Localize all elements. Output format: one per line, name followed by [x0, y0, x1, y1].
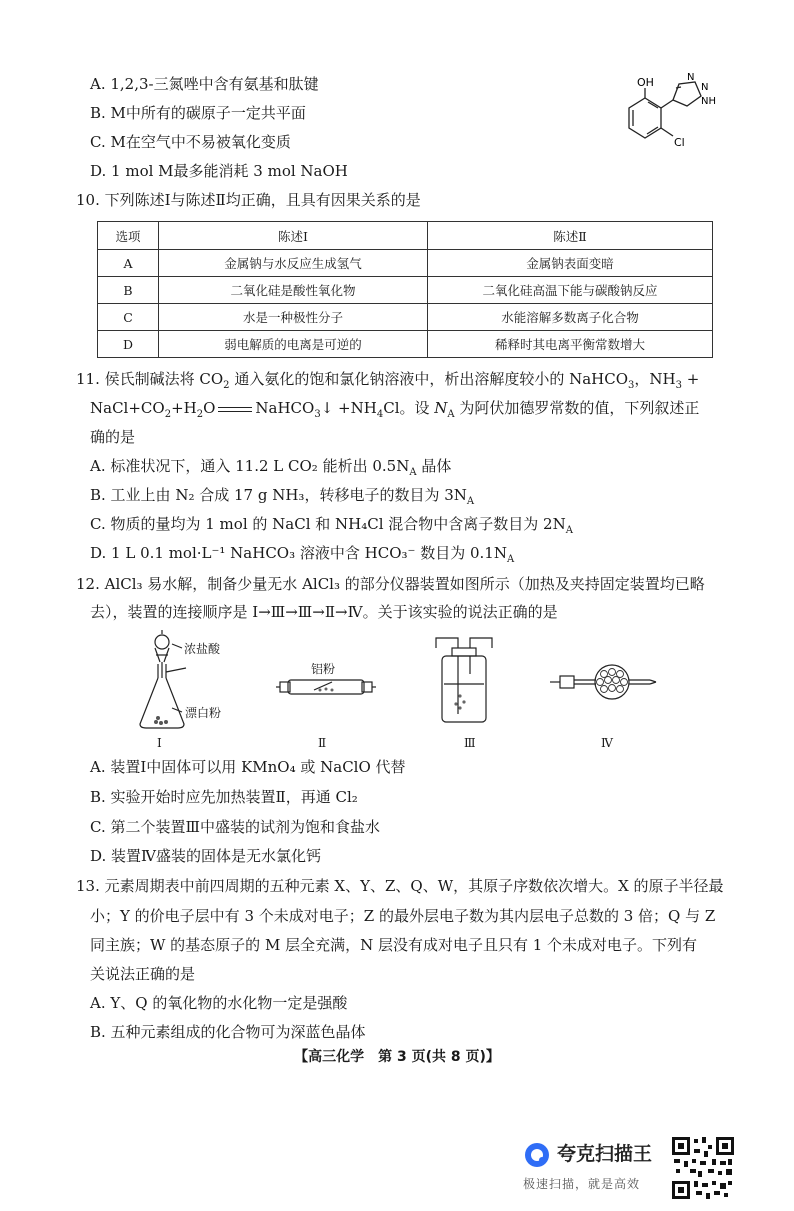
brand-name: 夸克扫描王	[557, 1143, 653, 1165]
q12-stem-line1: 12. AlCl₃ 易水解，制备少量无水 AlCl₃ 的部分仪器装置如图所示（加热及夹持固定装置均已略	[76, 575, 705, 593]
table-header: 陈述Ⅱ	[428, 222, 713, 250]
q10-table	[97, 221, 713, 358]
brand-slogan: 极速扫描，就是高效	[523, 1177, 641, 1191]
q11-option-c: C. 物质的量均为 1 mol 的 NaCl 和 NH₄Cl 混合物中含离子数目为 $2N_A$	[90, 515, 573, 536]
table-header: 选项	[98, 222, 159, 250]
q11-stem-line3: 确的是	[90, 428, 136, 446]
q13-stem-line2: 小；Y 的价电子层中有 3 个未成对电子；Z 的最外层电子数为其内层电子总数的 3 倍；Q 与 Z	[90, 907, 716, 925]
q13-stem-line1: 13. 元素周期表中前四周期的五种元素 X、Y、Z、Q、W，其原子序数依次增大。X 的原子半径最	[76, 877, 724, 895]
q13-option-b: B. 五种元素组成的化合物可为深蓝色晶体	[90, 1023, 366, 1041]
label-concentrated-hcl: 浓盐酸	[184, 642, 221, 656]
table-row	[98, 304, 713, 331]
q10-stem: 10. 下列陈述Ⅰ与陈述Ⅱ均正确，且具有因果关系的是	[76, 191, 421, 209]
table-cell: 二氧化硅是酸性氧化物	[159, 277, 428, 304]
caption-apparatus-1: Ⅰ	[157, 736, 162, 750]
molecule-m-structure	[615, 70, 735, 155]
q11-option-b: B. 工业上由 N₂ 合成 17 g NH₃，转移电子的数目为 $3N_A$	[90, 486, 475, 507]
table-cell: 稀释时其电离平衡常数增大	[428, 331, 713, 358]
page-footer: 【高三化学 第 3 页(共 8 页)】	[294, 1049, 500, 1065]
q12-option-d: D. 装置Ⅳ盛装的固体是无水氯化钙	[90, 847, 322, 865]
q12-option-c: C. 第二个装置Ⅲ中盛装的试剂为饱和食盐水	[90, 818, 380, 836]
table-cell: 水是一种极性分子	[159, 304, 428, 331]
apparatus-3-gas-washing-bottle	[430, 634, 500, 726]
q11-option-a: A. 标准状况下，通入 11.2 L CO₂ 能析出 $0.5N_A$ 晶体	[90, 457, 452, 478]
q13-option-a: A. Y、Q 的氧化物的水化物一定是强酸	[90, 994, 348, 1012]
table-cell: 金属钠与水反应生成氢气	[159, 250, 428, 277]
q9-option-a: A. 1,2,3-三氮唑中含有氨基和肽键	[90, 75, 319, 93]
table-row	[98, 250, 713, 277]
caption-apparatus-2: Ⅱ	[318, 736, 327, 750]
caption-apparatus-4: Ⅳ	[601, 736, 613, 750]
label-n2: N	[701, 82, 709, 93]
q12-option-b: B. 实验开始时应先加热装置Ⅱ，再通 Cl₂	[90, 788, 358, 806]
label-aluminium-powder: 铝粉	[311, 662, 336, 676]
table-cell: 水能溶解多数离子化合物	[428, 304, 713, 331]
q12-stem-line2: 去），装置的连接顺序是 Ⅰ→Ⅲ→Ⅲ→Ⅱ→Ⅳ。关于该实验的说法正确的是	[90, 603, 558, 621]
label-oh: OH	[637, 76, 654, 89]
q9-option-c: C. M在空气中不易被氧化变质	[90, 133, 291, 151]
table-cell: C	[98, 304, 159, 331]
qr-code-icon	[670, 1135, 736, 1201]
q11-option-d: D. 1 L 0.1 mol·L⁻¹ NaHCO₃ 溶液中含 HCO₃⁻ 数目为 $0.1N_A$	[90, 544, 515, 565]
caption-apparatus-3: Ⅲ	[464, 736, 476, 750]
table-cell: 弱电解质的电离是可逆的	[159, 331, 428, 358]
label-nh: NH	[701, 96, 716, 107]
table-cell: 二氧化硅高温下能与碳酸钠反应	[428, 277, 713, 304]
q11-stem-line2: $NaCl+CO_2+H_2O$ NaHCO$_3$↓ $+NH_4Cl$。设 $N_A$ 为阿伏加德罗常数的值，下列叙述正	[90, 399, 700, 420]
q13-stem-line4: 关说法正确的是	[90, 965, 196, 983]
table-row	[98, 331, 713, 358]
table-header: 陈述Ⅰ	[159, 222, 428, 250]
label-cl: Cl	[674, 136, 685, 149]
label-n1: N	[687, 72, 695, 83]
q9-option-b: B. M中所有的碳原子一定共平面	[90, 104, 306, 122]
table-cell: A	[98, 250, 159, 277]
table-cell: 金属钠表面变暗	[428, 250, 713, 277]
label-bleaching-powder: 漂白粉	[185, 706, 222, 720]
table-header-row	[98, 222, 713, 250]
q11-stem-line1: 11. 侯氏制碱法将 $CO_2$ 通入氨化的饱和氯化钠溶液中，析出溶解度较小的 NaHCO$_3$，$NH_3$ +	[76, 370, 700, 391]
quark-logo-icon	[523, 1141, 551, 1169]
q9-option-d: D. 1 mol M最多能消耗 3 mol NaOH	[90, 162, 348, 180]
q13-stem-line3: 同主族；W 的基态原子的 M 层全充满，N 层没有成对电子且只有 1 个未成对电子。下列有	[90, 936, 698, 954]
q12-option-a: A. 装置Ⅰ中固体可以用 KMnO₄ 或 NaClO 代替	[90, 758, 406, 776]
apparatus-4-drying-tube	[550, 658, 660, 708]
table-cell: D	[98, 331, 159, 358]
table-cell: B	[98, 277, 159, 304]
table-row	[98, 277, 713, 304]
